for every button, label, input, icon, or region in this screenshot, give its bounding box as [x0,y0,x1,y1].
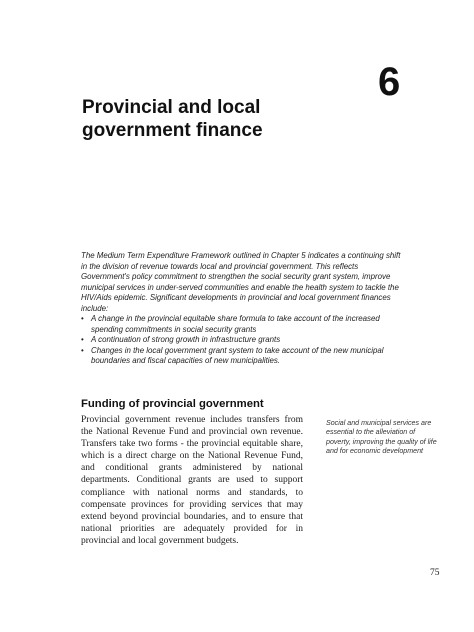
intro-bullet-item: • A continuation of strong growth in infrastructure grants [81,335,401,346]
intro-bullet-item: • Changes in the local government grant system to take account of the new municipal boundaries and fiscal capacities of new municipalities. [81,346,401,367]
chapter-number: 6 [378,60,401,104]
margin-note: Social and municipal services are essential to the alleviation of poverty, improving the quality of life and for economic development [326,419,437,455]
section-body [81,414,303,547]
chapter-title-line: Provincial and local [82,97,261,118]
chapter-intro [81,251,401,367]
page-number: 75 [430,568,440,578]
intro-bullet-list [81,314,401,367]
section-heading: Funding of provincial government [81,398,264,410]
chapter-title [82,96,342,142]
body-paragraph: Provincial government revenue includes transfers from the National Revenue Fund and provincial own revenue. Transfers take two forms - the provincial equitable share, which is a direct charge on the National Revenue Fund, and conditional grants administered by national departments. Conditional grants are used to support compliance with national norms and standards, to compensate provinces for providing services that may extend beyond provincial boundaries, and to ensure that national priorities are adequately provided for in provincial and local government budgets. [81,415,303,546]
intro-paragraph: The Medium Term Expenditure Framework outlined in Chapter 5 indicates a continuing shift in the division of revenue towards local and provincial government. This reflects Government's policy commitment to strengthen the social security grant system, improve municipal services in under-served communities and enable the health system to tackle the HIV/Aids epidemic. Significant developments in provincial and local government finances include: [81,251,401,313]
intro-bullet-item: • A change in the provincial equitable share formula to take account of the increased spending commitments in social security grants [81,314,401,335]
chapter-title-line: government finance [82,120,263,141]
